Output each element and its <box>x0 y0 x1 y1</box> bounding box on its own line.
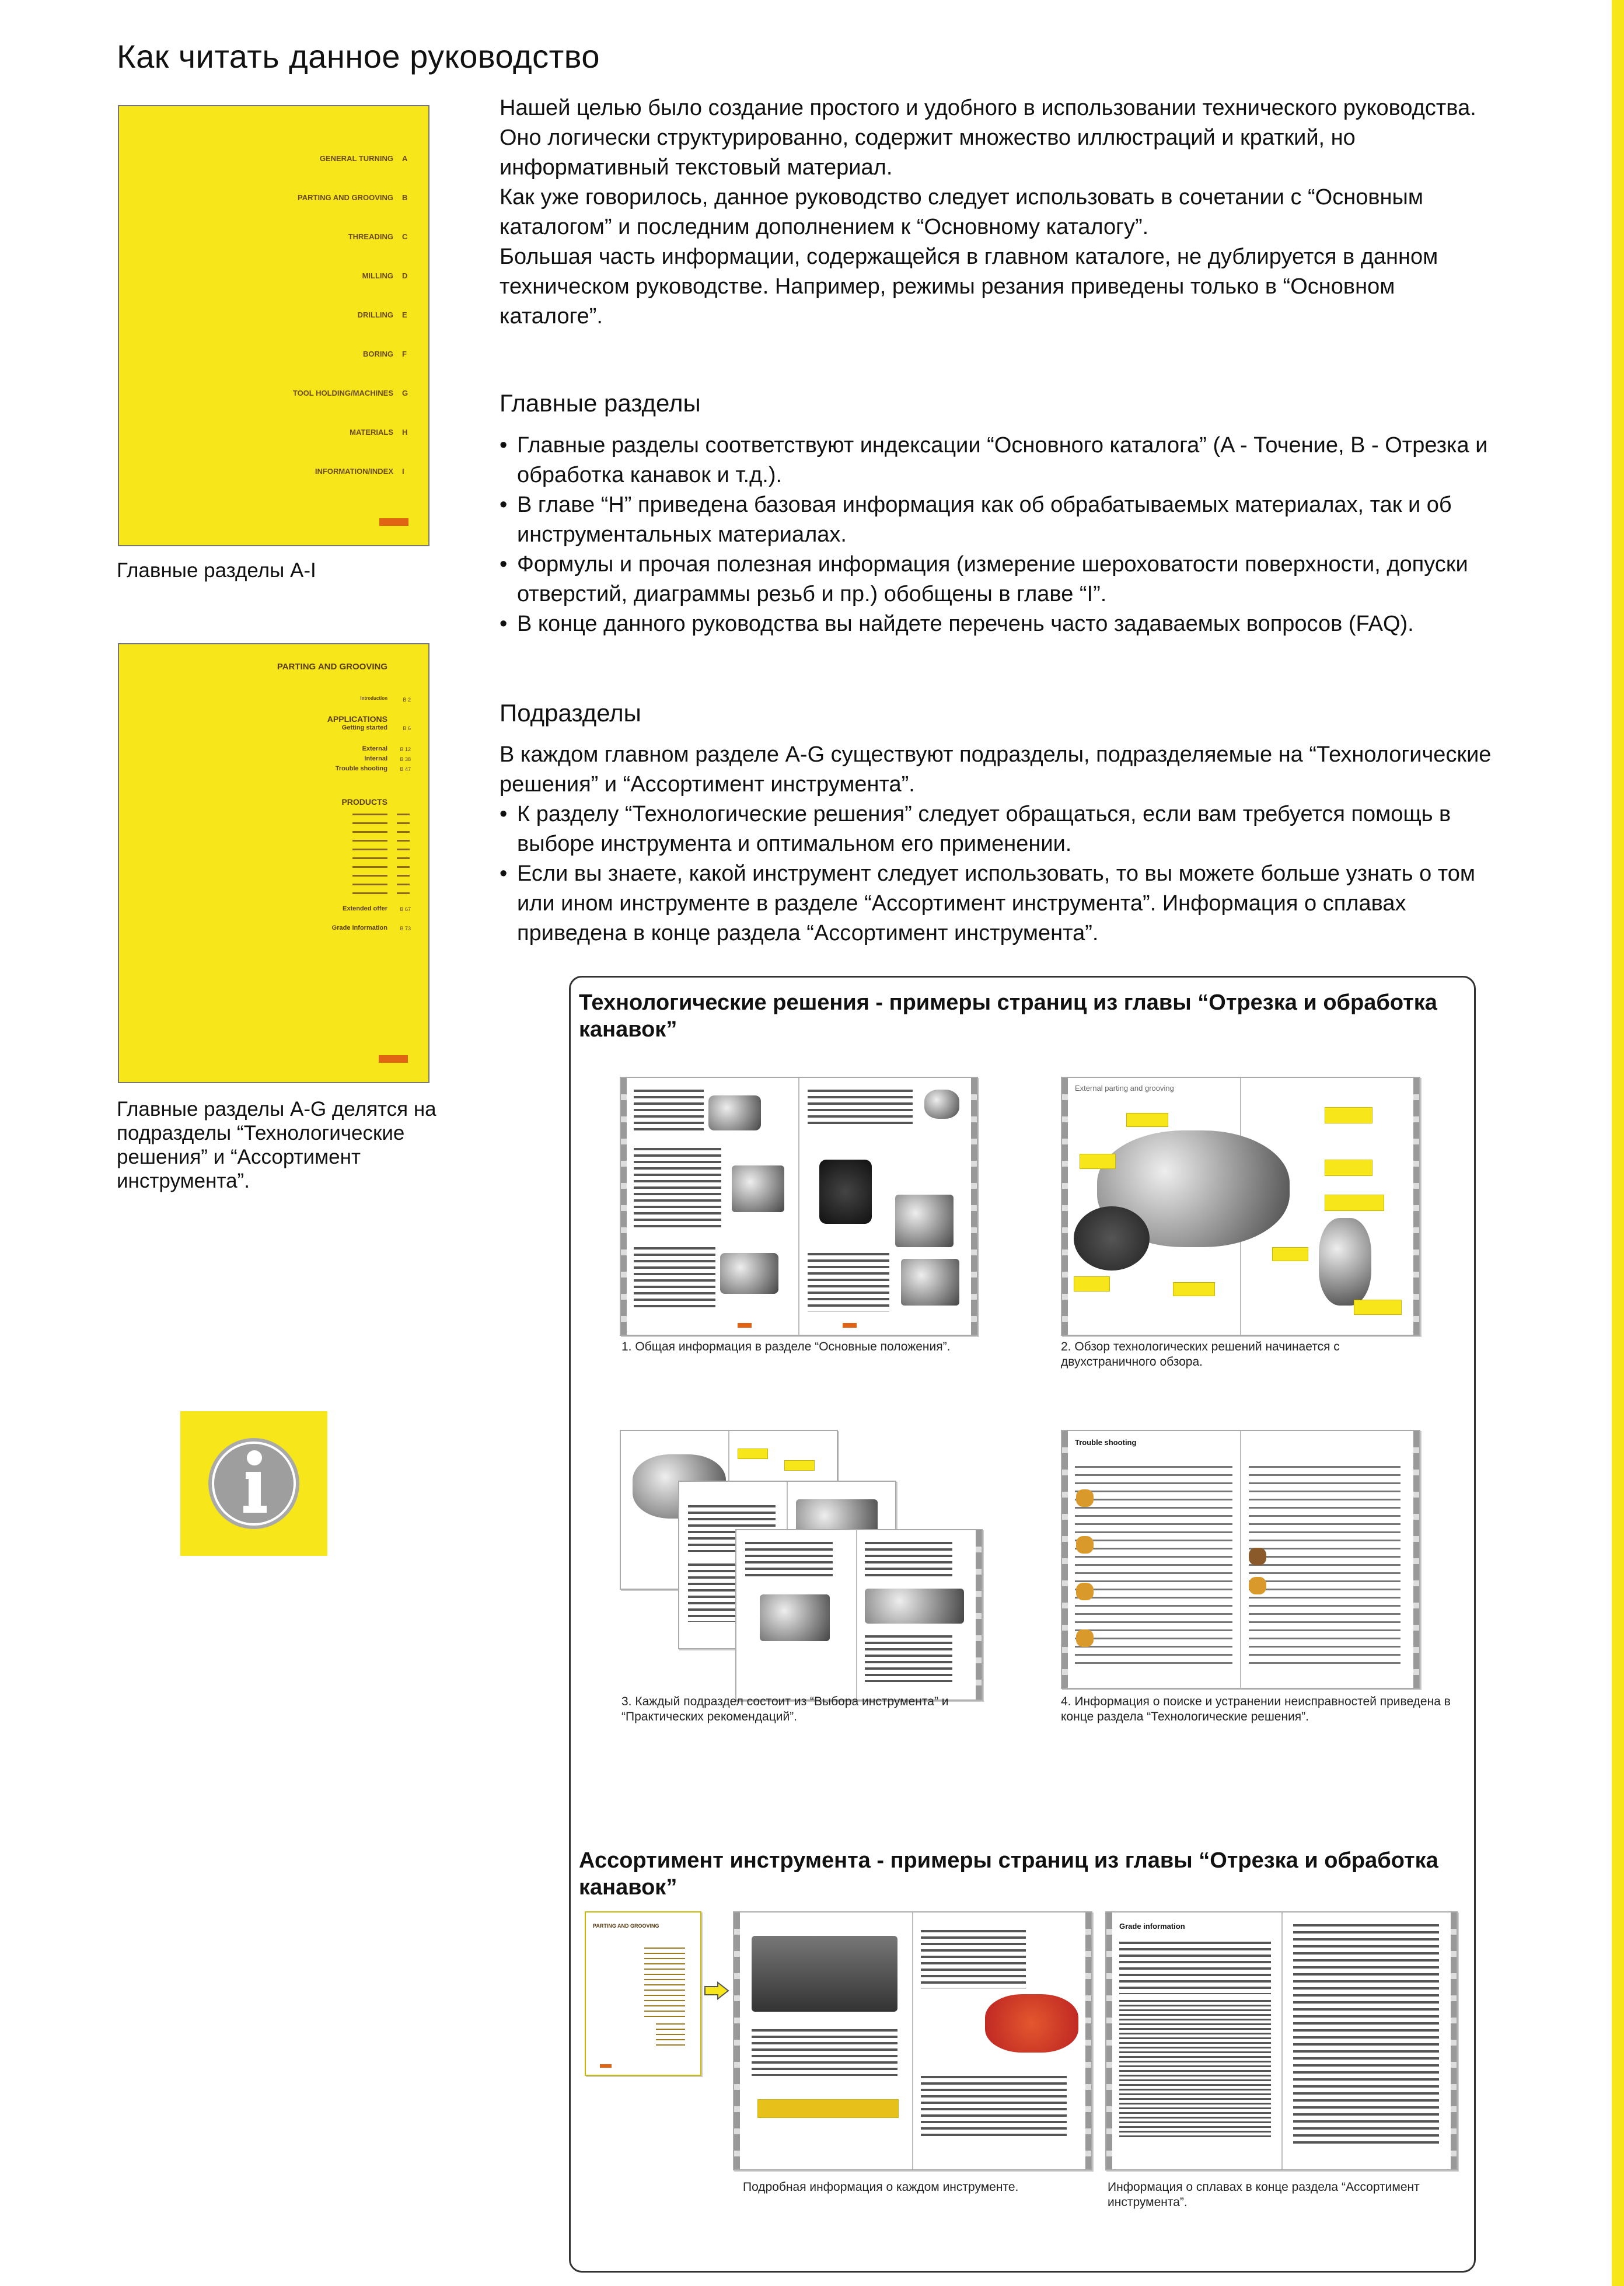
cover2-product-page <box>397 866 410 868</box>
thumb4-title: Trouble shooting <box>1075 1438 1137 1447</box>
page-edge-strip <box>1612 0 1624 2286</box>
cover1-section-letter: D <box>402 271 408 280</box>
cover2-item-page: B 67 <box>400 906 411 912</box>
cover2-item-label: PRODUCTS <box>341 797 387 807</box>
cover2-product-page <box>397 831 410 833</box>
cover1-section-row <box>119 389 408 397</box>
cover2-item-label: Introduction <box>360 696 387 701</box>
thumb7-title: Grade information <box>1119 1922 1185 1931</box>
cover2-product-line <box>352 849 387 850</box>
applications-examples-title: Технологические решения - примеры страниц из главы “Отрезка и обработка канавок” <box>579 990 1437 1042</box>
cover2-product-page <box>397 875 410 877</box>
cover1-section-letter: A <box>402 154 408 163</box>
caption-5: Подробная информация о каждом инструменте. <box>743 2180 1019 2194</box>
cover1-section-row <box>119 193 408 202</box>
page-thumbnail-trouble-shooting <box>1061 1430 1420 1689</box>
cover2-title: PARTING AND GROOVING <box>277 662 387 672</box>
cover2-item-label: External <box>362 745 387 752</box>
caption-4: 4. Информация о поиске и устранении неисправностей приведена в конце раздела “Технологические решения”. <box>1061 1695 1451 1723</box>
cover2-product-line <box>352 814 387 815</box>
page-thumbnail-product-page <box>733 1911 1092 2170</box>
cover1-section-label: MATERIALS <box>350 428 393 437</box>
cover2-product-page <box>397 840 410 842</box>
cover2-product-line <box>352 831 387 833</box>
cover1-section-row <box>119 467 404 476</box>
caption-2: 2. Обзор технологических решений начинается с двухстраничного обзора. <box>1061 1340 1340 1369</box>
page-thumbnail-stack-front <box>735 1529 983 1701</box>
cover1-section-label: MILLING <box>362 271 393 280</box>
cover2-product-line <box>352 857 387 859</box>
arrow-right-icon <box>704 1981 729 2000</box>
main-sections-heading: Главные разделы <box>500 389 701 417</box>
cover1-section-letter: H <box>402 428 408 437</box>
thumb2-title: External parting and grooving <box>1075 1084 1174 1093</box>
cover2-item-page: B 2 <box>403 697 411 703</box>
cover2-item-page: B 12 <box>400 746 411 752</box>
cover1-section-letter: I <box>402 467 404 476</box>
page-title: Как читать данное руководство <box>117 38 600 75</box>
sandvik-logo <box>379 1055 408 1063</box>
cover1-section-label: BORING <box>363 350 393 358</box>
page-thumbnail-grade-information <box>1105 1911 1458 2170</box>
caption-3: 3. Каждый подраздел состоит из “Выбора инструмента” и “Практических рекомендаций”. <box>621 1695 949 1723</box>
cover2-item-page: B 47 <box>400 766 411 772</box>
subsections-cover <box>118 643 429 1083</box>
cover1-section-label: INFORMATION/INDEX <box>315 467 393 476</box>
cover1-section-row <box>119 232 408 241</box>
main-sections-bullet: • В главе “H” приведена базовая информация как об обрабатываемых материалах, так и об инструментальных материалах. <box>500 490 1503 550</box>
cover2-product-line <box>352 866 387 868</box>
cover1-section-label: GENERAL TURNING <box>319 154 393 163</box>
intro-paragraph-2: Как уже говорилось, данное руководство следует использовать в сочетании с “Основным каталогом” и последним дополнением к “Основному каталогу”. <box>500 185 1423 239</box>
cover1-section-row <box>119 428 408 437</box>
cover1-section-letter: B <box>402 193 408 202</box>
cover2-product-line <box>352 822 387 824</box>
cover1-section-row <box>119 154 408 163</box>
subsections-heading: Подразделы <box>500 699 641 727</box>
cover1-section-letter: G <box>402 389 408 397</box>
cover2-product-line <box>352 840 387 842</box>
cover1-caption: Главные разделы A-I <box>117 559 316 582</box>
info-icon <box>180 1411 327 1556</box>
cover2-item-page: B 73 <box>400 926 411 931</box>
cover2-product-line <box>352 884 387 885</box>
cover2-product-page <box>397 814 410 815</box>
main-sections-cover <box>118 105 429 546</box>
cover2-product-page <box>397 849 410 850</box>
cover2-product-page <box>397 822 410 824</box>
cover1-section-label: PARTING AND GROOVING <box>298 193 393 202</box>
cover2-caption: Главные разделы A-G делятся на подразделы “Технологические решения” и “Ассортимент инструмента”. <box>117 1098 436 1192</box>
cover2-item-label: Grade information <box>331 924 387 931</box>
main-sections-bullet: • В конце данного руководства вы найдете перечень часто задаваемых вопросов (FAQ). <box>500 609 1503 639</box>
page-thumbnail-getting-started <box>620 1077 978 1336</box>
cover1-section-letter: E <box>402 310 407 319</box>
cover1-section-letter: C <box>402 232 408 241</box>
main-sections-bullet: • Главные разделы соответствуют индексации “Основного каталога” (A - Точение, B - Отрезка и обработка канавок и т.д.). <box>500 431 1503 490</box>
cover1-section-label: DRILLING <box>357 310 393 319</box>
info-box <box>180 1411 327 1556</box>
main-sections-bullet: • Формулы и прочая полезная информация (измерение шероховатости поверхности, допуски отверстий, диаграммы резьб и пр.) обобщены в главе “I”. <box>500 550 1503 609</box>
cover1-section-label: THREADING <box>348 232 393 241</box>
cover2-item-label: APPLICATIONS <box>327 714 387 724</box>
caption-6: Информация о сплавах в конце раздела “Ассортимент инструмента”. <box>1108 2180 1420 2209</box>
cover1-section-row <box>119 350 407 358</box>
intro-paragraph-3: Большая часть информации, содержащейся в главном каталоге, не дублируется в данном техническом руководстве. Например, режимы резания приведены только в “Основном каталоге”. <box>500 245 1438 329</box>
subsections-lead: В каждом главном разделе A-G существуют подразделы, подразделяемые на “Технологические решения” и “Ассортимент инструмента”. <box>500 742 1492 797</box>
cover1-section-letter: F <box>402 350 407 358</box>
products-examples-title: Ассортимент инструмента - примеры страниц из главы “Отрезка и обработка канавок” <box>579 1848 1438 1900</box>
cover2-item-label: Extended offer <box>342 905 387 912</box>
cover2-product-page <box>397 857 410 859</box>
cover2-item-label: Getting started <box>341 724 387 731</box>
cover2-product-line <box>352 875 387 877</box>
cover2-product-line <box>352 892 387 894</box>
subsections-text <box>500 740 1503 948</box>
page-thumbnail-products-cover <box>585 1911 701 2076</box>
cover2-item-label: Internal <box>364 755 387 762</box>
cover1-section-label: TOOL HOLDING/MACHINES <box>292 389 393 397</box>
subsections-bullet: • Если вы знаете, какой инструмент следует использовать, то вы можете больше узнать о том или ином инструменте в разделе “Ассортимент инструмента”. Информация о сплавах приведена в конце раздела “Ассортимент инструмента”. <box>500 859 1503 948</box>
subsections-bullet: • К разделу “Технологические решения” следует обращаться, если вам требуется помощь в выборе инструмента и оптимальном его применении. <box>500 800 1503 859</box>
cover2-product-page <box>397 892 410 894</box>
intro-text <box>500 93 1503 331</box>
cover1-section-row <box>119 310 407 319</box>
sandvik-logo <box>379 518 408 526</box>
cover2-item-label: Trouble shooting <box>335 765 387 772</box>
thumb5-title: PARTING AND GROOVING <box>593 1923 659 1929</box>
examples-frame <box>569 976 1476 2273</box>
cover1-section-row <box>119 271 408 280</box>
page-thumbnail-application-overview <box>1061 1077 1420 1336</box>
cover2-product-page <box>397 884 410 885</box>
intro-paragraph-1: Нашей целью было создание простого и удобного в использовании технического руководства. Оно логически структурированно, содержит множество иллюстраций и краткий, но информативный текстовый материал. <box>500 96 1476 180</box>
cover2-item-page: B 38 <box>400 756 411 762</box>
main-sections-list <box>500 431 1503 639</box>
cover2-item-page: B 6 <box>403 725 411 731</box>
caption-1: 1. Общая информация в разделе “Основные положения”. <box>621 1340 951 1353</box>
